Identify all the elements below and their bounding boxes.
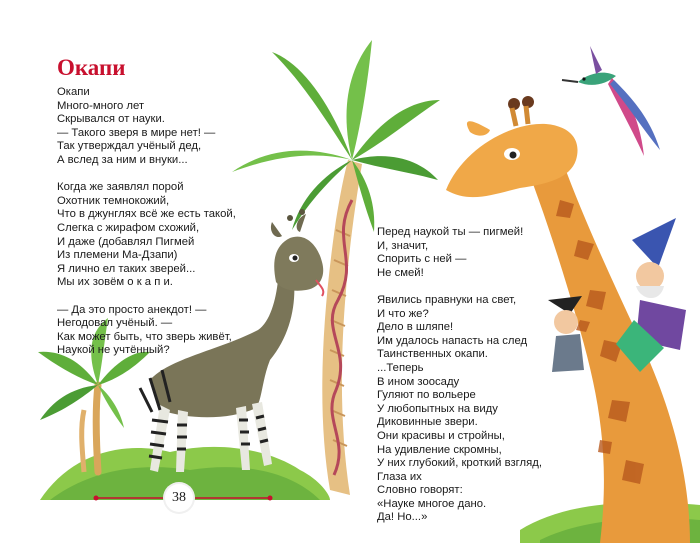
poem-line: У любопытных на виду — [377, 402, 498, 415]
poem-stanza — [377, 294, 542, 525]
poem-line: — Такого зверя в мире нет! — — [57, 126, 216, 139]
poem-line: Гуляют по вольере — [377, 389, 476, 402]
poem-line: Негодовал учёный. — — [57, 317, 173, 330]
poem-line: Слегка с жирафом схожий, — [57, 221, 200, 234]
poem-stanza — [377, 226, 542, 280]
poem-line: И что же? — [377, 307, 429, 320]
poem-line: Им удалось напасть на след — [377, 334, 528, 347]
poem-line: Из племени Ма-Дзапи) — [57, 249, 178, 262]
poem-line: Когда же заявлял порой — [57, 181, 184, 194]
poem-column-left — [57, 86, 236, 358]
poem-line: Мы их зовём о к а п и. — [57, 276, 173, 289]
poem-line: Скрывался от науки. — [57, 113, 165, 126]
poem-line: А вслед за ним и внуки... — [57, 153, 188, 166]
poem-line: Спорить с ней — — [377, 253, 467, 266]
poem-line: Окапи — [57, 86, 90, 98]
poem-stanza — [57, 181, 236, 290]
poem-line: Много-много лет — [57, 99, 145, 112]
poem-line: И даже (добавлял Пигмей — [57, 235, 195, 248]
poem-stanza — [57, 304, 236, 358]
poem-line: У них глубокий, кроткий взгляд, — [377, 457, 542, 470]
poem-line: Я лично ел таких зверей... — [57, 262, 196, 275]
poem-line: Дело в шляпе! — [377, 321, 454, 334]
poem-line: Что в джунглях всё же есть такой, — [57, 208, 236, 221]
poem-line: Как может быть, что зверь живёт, — [57, 330, 232, 343]
poem-line: Так утверждал учёный дед, — [57, 140, 202, 153]
poem-line: Да! Но...» — [377, 511, 428, 524]
poem-line: Диковинные звери. — [377, 416, 478, 429]
poem-line: Перед наукой ты — пигмей! — [377, 226, 524, 238]
poem-line: Словно говорят: — [377, 484, 463, 497]
page-title: Окапи — [57, 55, 126, 80]
poem-line: И, значит, — [377, 239, 429, 252]
poem-line: Они красивы и стройны, — [377, 429, 505, 442]
poem-stanza — [57, 86, 236, 168]
poem-line: Таинственных окапи. — [377, 348, 488, 361]
bird-illustration — [562, 46, 660, 156]
poem-line: Явились правнуки на свет, — [377, 293, 517, 306]
poem-line: ...Теперь — [377, 361, 424, 374]
poem-line: Не смей! — [377, 266, 424, 279]
poem-line: В ином зоосаду — [377, 375, 460, 388]
poem-line: Наукой не учтённый? — [57, 344, 170, 357]
poem-line: — Да это просто анекдот! — — [57, 303, 207, 316]
poem-line: Глаза их — [377, 470, 422, 483]
poem-line: «Науке многое дано. — [377, 497, 487, 510]
poem-line: Охотник темнокожий, — [57, 194, 170, 207]
poem-line: На удивление скромны, — [377, 443, 502, 456]
page-number: 38 — [165, 484, 193, 512]
poem-column-right — [377, 226, 542, 525]
